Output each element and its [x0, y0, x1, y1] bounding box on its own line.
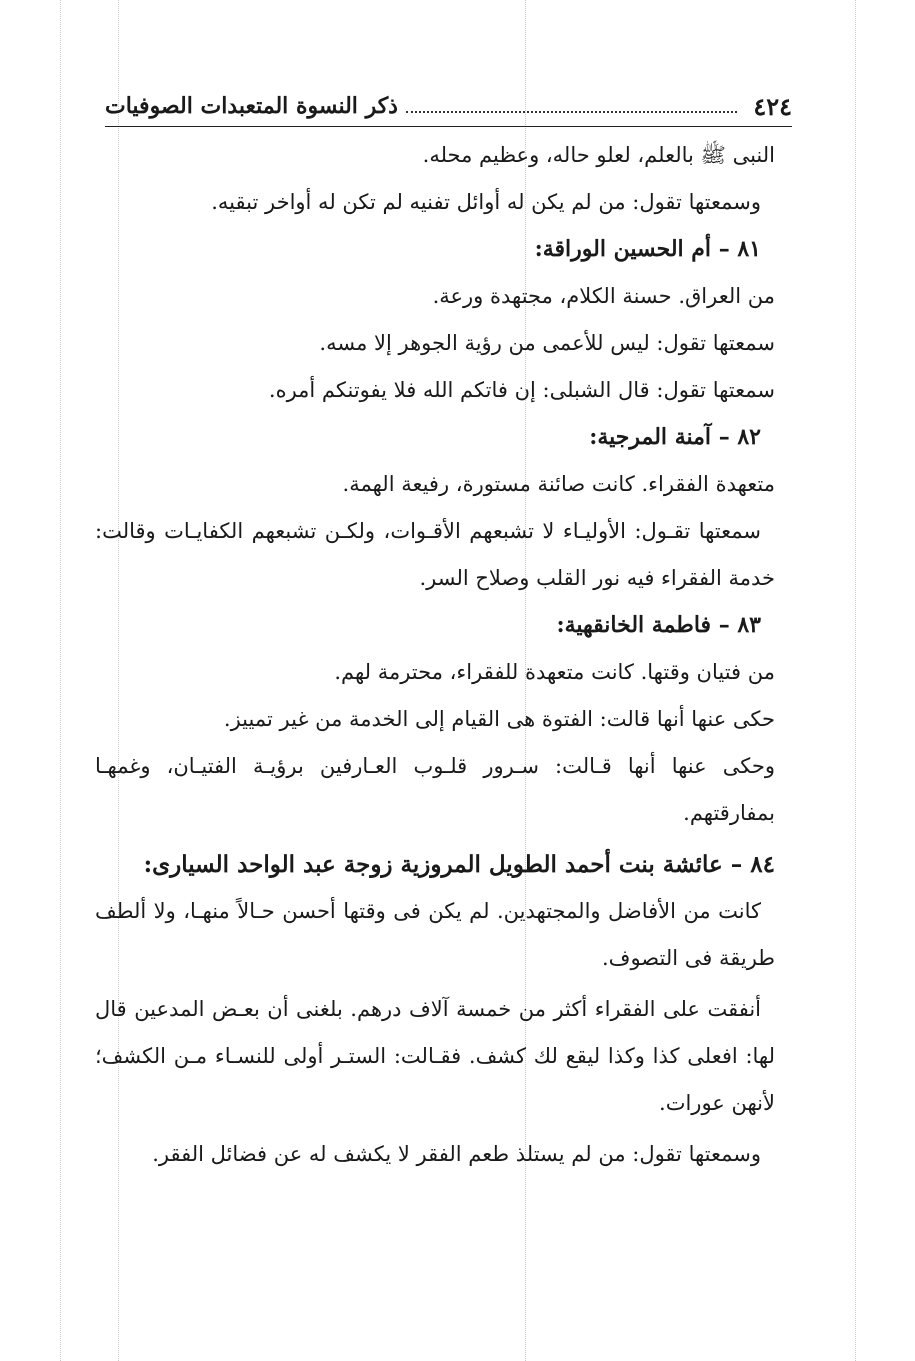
section-heading: ٨٢ – آمنة المرجية: [589, 424, 761, 450]
paragraph: أنفقت على الفقراء أكثر من خمسة آلاف درهم. بلغنى أن بعـض المدعين قال لها: افعلى كذا وكذا ليقع لك كشف. فقـالت: الستـر أولى للنسـاء مـن الكشف؛ لأنهن عورات. [95, 997, 775, 1115]
paragraph: من فتيان وقتها. كانت متعهدة للفقراء، محترمة لهم. [334, 660, 775, 684]
paragraph: متعهدة الفقراء. كانت صائنة مستورة، رفيعة الهمة. [342, 472, 775, 496]
dotted-leader [406, 111, 737, 113]
paragraph: النبى ﷺ بالعلم، لعلو حاله، وعظيم محله. [422, 143, 775, 167]
scan-artifact-line [60, 0, 61, 1361]
paragraph: كانت من الأفاضل والمجتهدين. لم يكن فى وقتها أحسن حـالاً منهـا، ولا ألطف طريقة فى التصوف. [95, 899, 775, 970]
running-title: ذكر النسوة المتعبدات الصوفيات [105, 93, 398, 119]
paragraph: سمعتها تقـول: الأوليـاء لا تشبعهم الأقـوات، ولكـن تشبعهم الكفايـات وقالت: خدمة الفقراء فيه نور القلب وصلاح السر. [95, 519, 775, 590]
paragraph: وحكى عنها أنها قـالت: سـرور قلـوب العـارفين برؤيـة الفتيـان، وغمهـا بمفارقتهم. [95, 754, 775, 825]
paragraph: سمعتها تقول: ليس للأعمى من رؤية الجوهر إلا مسه. [319, 331, 775, 355]
paragraph: وسمعتها تقول: من لم يكن له أوائل تفنيه لم تكن له أواخر تبقيه. [211, 190, 761, 214]
section-heading: ٨٤ – عائشة بنت أحمد الطويل المروزية زوجة عبد الواحد السيارى: [143, 851, 775, 878]
page-header [105, 86, 792, 127]
page-number: ٤٢٤ [753, 91, 792, 121]
section-heading: ٨١ – أم الحسين الوراقة: [534, 236, 761, 262]
scan-artifact-line [855, 0, 856, 1361]
paragraph: من العراق. حسنة الكلام، مجتهدة ورعة. [432, 284, 775, 308]
paragraph: سمعتها تقول: قال الشبلى: إن فاتكم الله فلا يفوتنكم أمره. [268, 378, 775, 402]
page-body [95, 132, 775, 1178]
paragraph: حكى عنها أنها قالت: الفتوة هى القيام إلى الخدمة من غير تمييز. [223, 707, 775, 731]
paragraph: وسمعتها تقول: من لم يستلذ طعم الفقر لا يكشف له عن فضائل الفقر. [152, 1142, 761, 1166]
section-heading: ٨٣ – فاطمة الخانقهية: [556, 612, 761, 638]
